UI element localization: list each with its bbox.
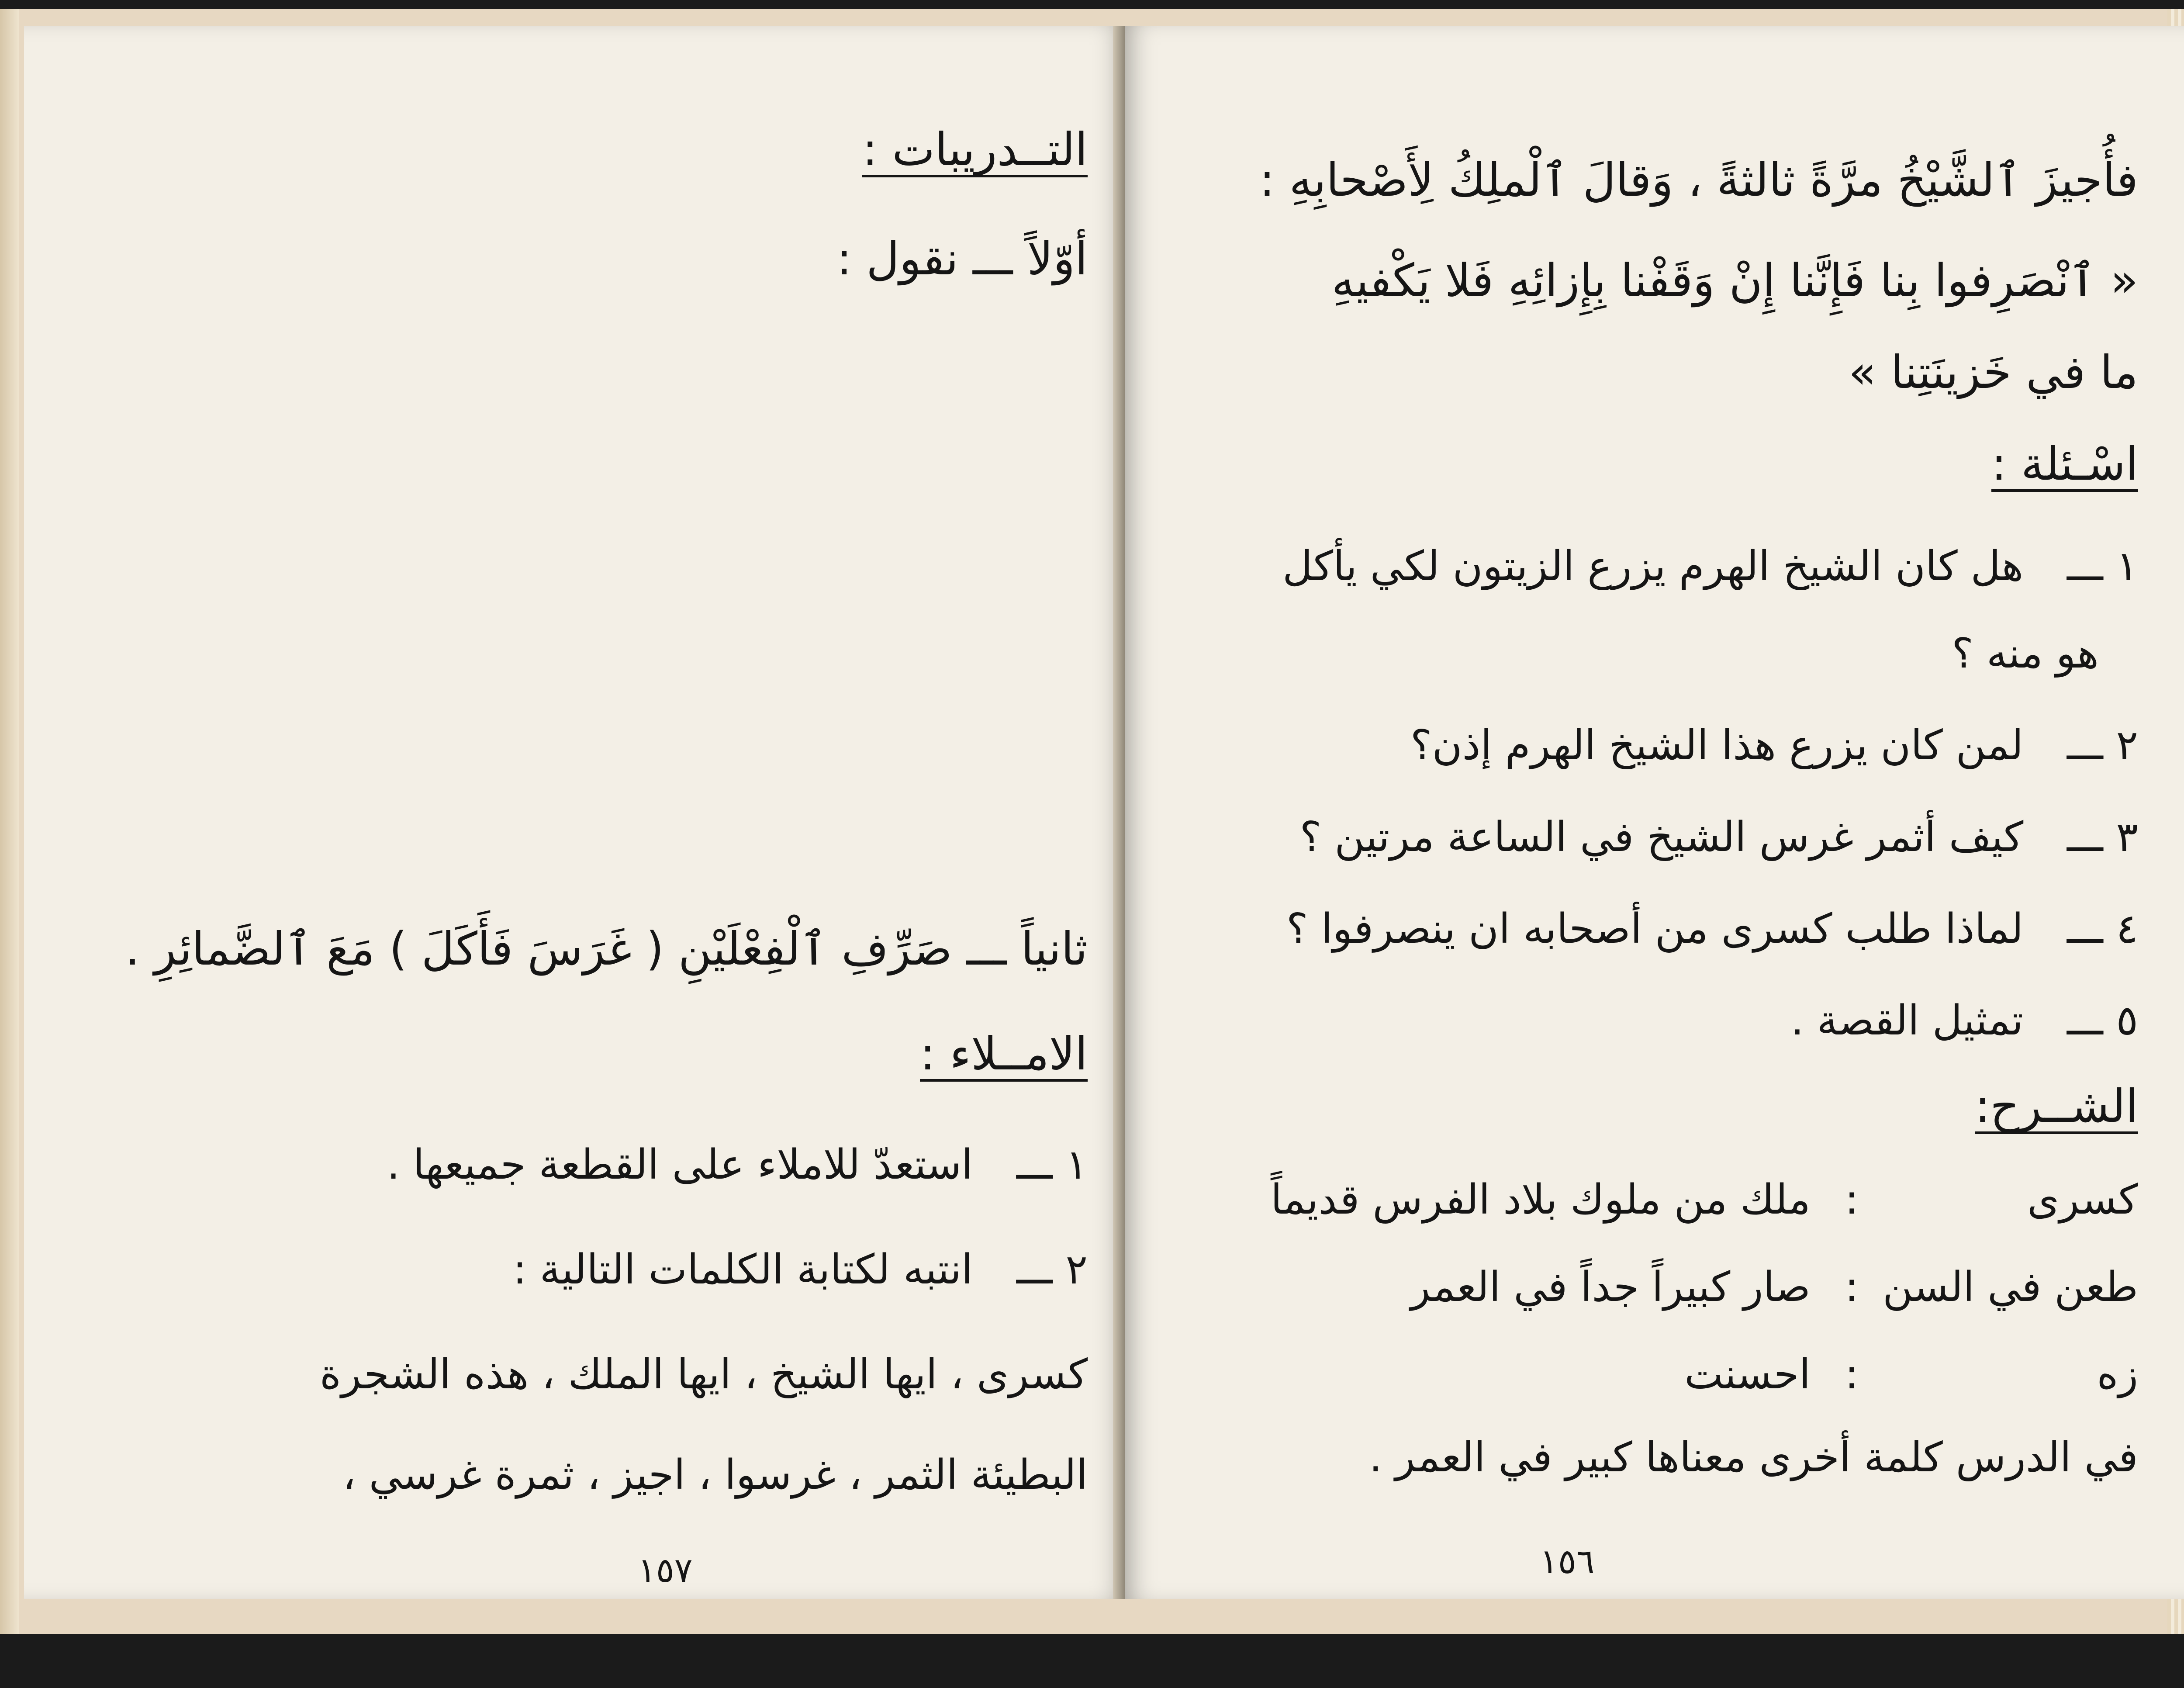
intro-line: فأُجيزَ ٱلشَّيْخُ مرَّةً ثالثةً ، وَقالَ ٱلْملِكُ لِأَصْحابِهِ : — [1259, 153, 2138, 207]
question-item — [1299, 813, 2139, 861]
dictation-heading: الامــلاء : — [920, 1031, 1088, 1082]
page-edges-left — [0, 9, 19, 1634]
first-exercise-label: أوّلاً ـــ نقول : — [836, 232, 1088, 285]
question-text: لمن كان يزرع هذا الشيخ الهرم إذن؟ — [1410, 722, 2024, 769]
explanation-heading: الشــرح: — [1975, 1083, 2138, 1134]
dictation-item — [387, 1141, 1088, 1189]
right-page — [1125, 26, 2184, 1599]
question-item — [1282, 543, 2138, 590]
question-item — [1790, 997, 2138, 1045]
dictation-item-num: ٢ ـــ — [1016, 1246, 1088, 1294]
question-num: ١ ـــ — [2067, 543, 2138, 590]
intro-line: « ٱنْصَرِفوا بِنا فَإِنَّنا إِنْ وَقَفْنا بِإِزائِهِ فَلا يَكْفيهِ — [1331, 254, 2138, 307]
dictation-item-text: استعدّ للاملاء على القطعة جميعها . — [387, 1141, 973, 1189]
page-number-right: ١٥٦ — [1540, 1542, 1595, 1581]
exercises-heading: التــدريبات : — [862, 127, 1088, 177]
glossary-separator: : — [1845, 1263, 1859, 1311]
question-text: كيف أثمر غرس الشيخ في الساعة مرتين ؟ — [1299, 813, 2024, 861]
glossary-term: زه — [2097, 1351, 2138, 1398]
question-num: ٢ ـــ — [2067, 722, 2138, 769]
dictation-item — [513, 1246, 1088, 1294]
page-number-left: ١٥٧ — [638, 1551, 693, 1590]
glossary-meaning: صار كبيراً جداً في العمر — [1410, 1263, 1811, 1311]
intro-line: ما في خَزينَتِنا » — [1848, 346, 2138, 399]
word-list-line: البطيئة الثمر ، غرسوا ، اجيز ، ثمرة غرسي ، — [342, 1451, 1088, 1499]
word-list-line: كسرى ، ايها الشيخ ، ايها الملك ، هذه الشجرة — [319, 1351, 1088, 1398]
glossary-meaning: ملك من ملوك بلاد الفرس قديماً — [1271, 1176, 1811, 1224]
second-exercise-line: ثانياً ـــ صَرِّفِ ٱلْفِعْلَيْنِ ( غَرَسَ فَأَكَلَ ) مَعَ ٱلضَّمائِرِ . — [125, 922, 1088, 975]
question-item — [1410, 722, 2138, 769]
final-line: في الدرس كلمة أخرى معناها كبير في العمر . — [1369, 1434, 2138, 1481]
question-num: ٥ ـــ — [2067, 997, 2138, 1045]
question-text: هل كان الشيخ الهرم يزرع الزيتون لكي يأكل — [1282, 543, 2024, 590]
question-text: تمثيل القصة . — [1790, 997, 2024, 1045]
left-page — [24, 26, 1125, 1599]
glossary-term: طعن في السن — [1883, 1263, 2138, 1311]
question-text: لماذا طلب كسرى من أصحابه ان ينصرفوا ؟ — [1286, 905, 2024, 953]
glossary-term: كسرى — [2027, 1176, 2138, 1224]
question-num: ٣ ـــ — [2067, 813, 2138, 861]
questions-heading: اسْـئلة : — [1991, 441, 2138, 492]
glossary-meaning: احسنت — [1684, 1351, 1811, 1398]
question-continuation: هو منه ؟ — [1952, 630, 2099, 678]
glossary-separator: : — [1845, 1351, 1859, 1398]
glossary-separator: : — [1845, 1176, 1859, 1224]
question-num: ٤ ـــ — [2067, 905, 2138, 953]
dictation-item-num: ١ ـــ — [1016, 1141, 1088, 1189]
dictation-item-text: انتبه لكتابة الكلمات التالية : — [513, 1246, 973, 1294]
question-item — [1286, 905, 2138, 953]
